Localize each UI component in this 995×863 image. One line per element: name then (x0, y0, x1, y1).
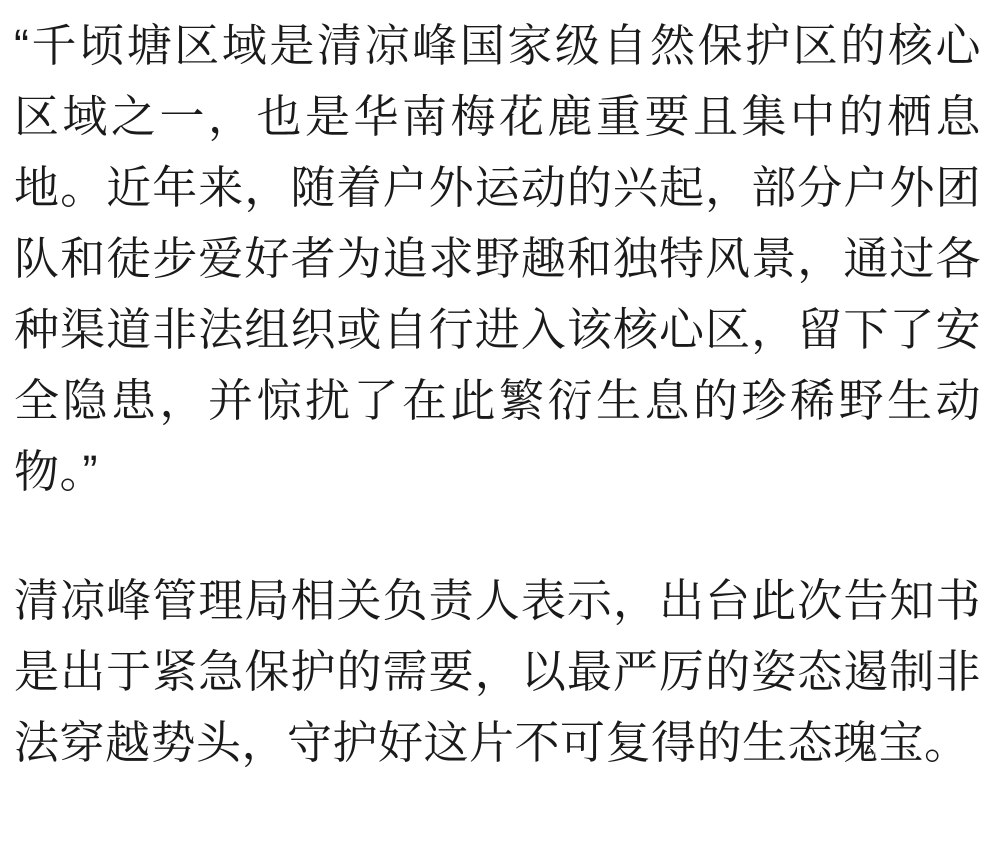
paragraph-statement: 清凉峰管理局相关负责人表示，出台此次告知书是出于紧急保护的需要，以最严厉的姿态遏制非法穿越势头，守护好这片不可复得的生态瑰宝。 (14, 575, 981, 768)
paragraph-quote: “千顷塘区域是清凉峰国家级自然保护区的核心区域之一，也是华南梅花鹿重要且集中的栖息地。近年来，随着户外运动的兴起，部分户外团队和徒步爱好者为追求野趣和独特风景，通过各种渠道非法组织或自行进入该核心区，留下了安全隐患，并惊扰了在此繁衍生息的珍稀野生动物。” (14, 20, 981, 497)
